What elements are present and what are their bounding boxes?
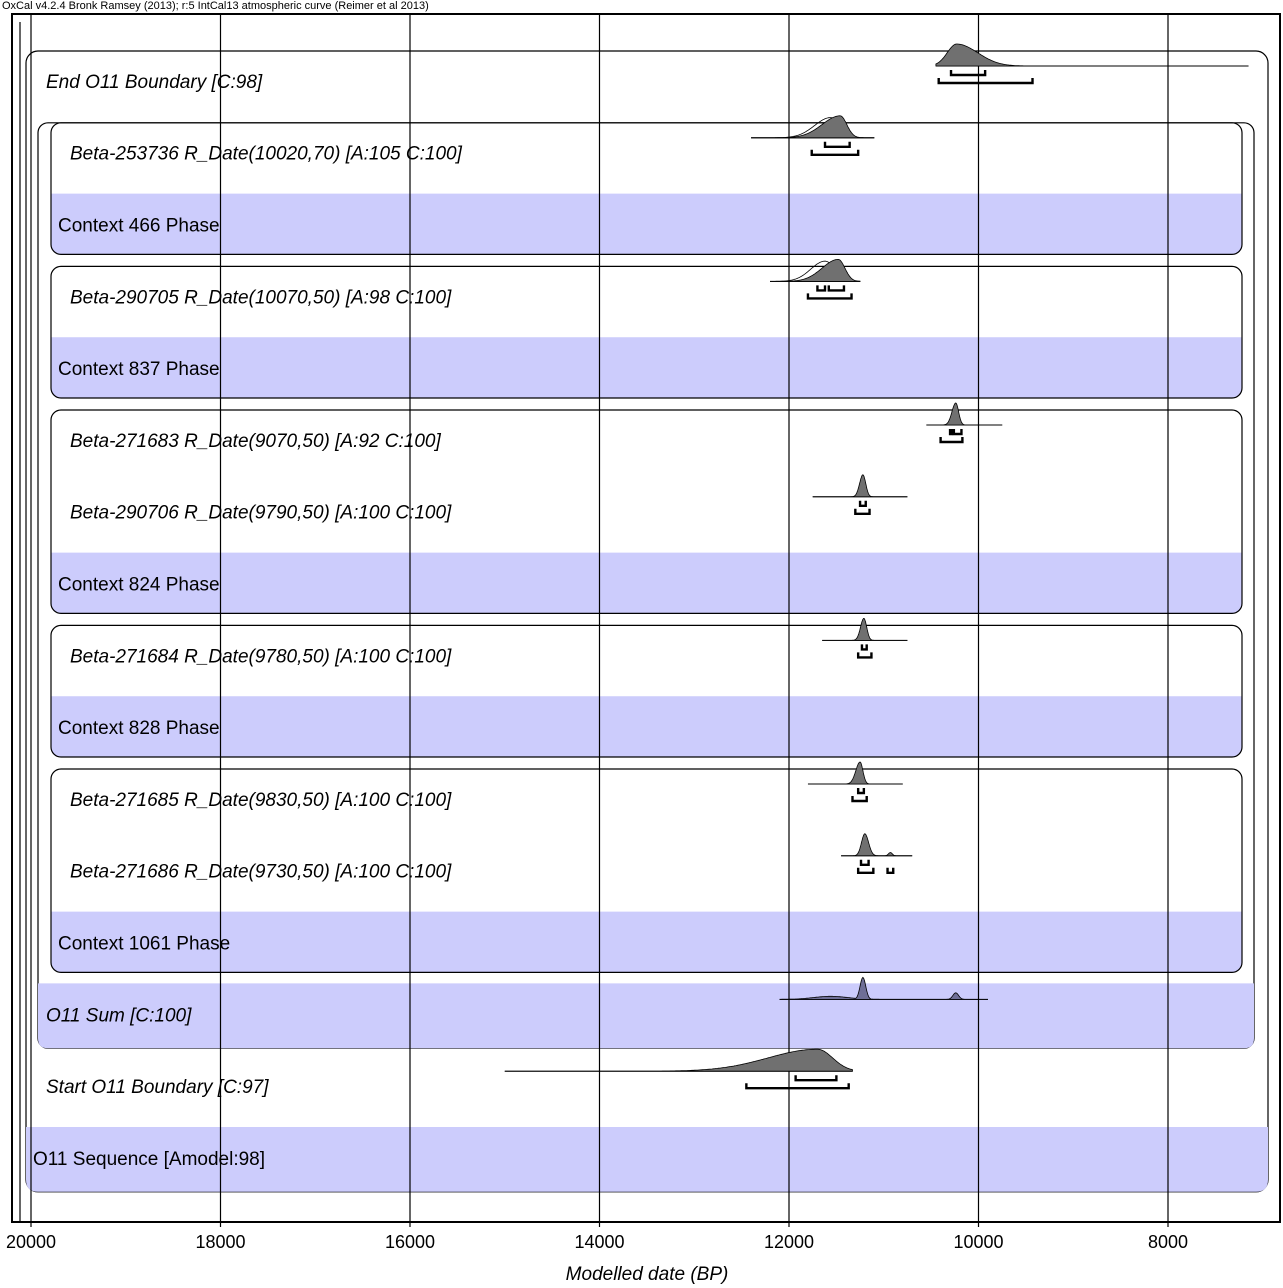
posterior-curve <box>936 44 1249 66</box>
attribution-text: OxCal v4.2.4 Bronk Ramsey (2013); r:5 IntCal13 atmospheric curve (Reimer et al 2013) <box>2 0 429 12</box>
phase-label: Context 824 Phase <box>58 574 220 596</box>
posterior-curve <box>926 403 1002 425</box>
date-label: Beta-271684 R_Date(9780,50) [A:100 C:100] <box>70 646 452 668</box>
date-label: Beta-271686 R_Date(9730,50) [A:100 C:100] <box>70 861 452 883</box>
range-95-bracket <box>858 868 873 873</box>
boundary-label: End O11 Boundary [C:98] <box>46 71 263 93</box>
x-tick-label: 14000 <box>574 1232 625 1252</box>
phase-band <box>51 553 1242 614</box>
range-68-bracket <box>825 142 850 147</box>
range-68-bracket <box>862 644 867 649</box>
posterior-curve <box>813 475 908 497</box>
range-95-bracket <box>888 868 894 873</box>
phase-label: Context 1061 Phase <box>58 933 231 955</box>
x-tick-label: 12000 <box>763 1232 815 1252</box>
range-95-bracket <box>852 796 866 801</box>
date-label: Beta-290705 R_Date(10070,50) [A:98 C:100] <box>70 287 452 309</box>
range-68-bracket <box>951 70 985 75</box>
range-95-bracket <box>858 652 871 657</box>
posterior-curve <box>841 834 912 856</box>
phase-label: Context 828 Phase <box>58 718 220 740</box>
range-68-bracket <box>950 429 952 434</box>
range-95-bracket <box>855 509 869 514</box>
range-68-bracket <box>796 1075 837 1080</box>
phase-band <box>51 194 1242 255</box>
range-95-bracket <box>808 293 852 298</box>
phase-label: Context 837 Phase <box>58 359 220 381</box>
range-68-bracket <box>861 860 869 865</box>
phase-band <box>51 696 1242 757</box>
posterior-curve <box>770 259 860 281</box>
range-95-bracket <box>939 78 1033 83</box>
sequence-label: O11 Sequence [Amodel:98] <box>33 1148 266 1170</box>
range-68-bracket <box>858 788 864 793</box>
posterior-curve <box>505 1049 853 1071</box>
range-95-bracket <box>746 1083 848 1088</box>
x-tick-label: 16000 <box>384 1232 436 1252</box>
phase-label: Context 466 Phase <box>58 215 220 237</box>
structure-layer <box>12 14 1280 1222</box>
date-label: Beta-290706 R_Date(9790,50) [A:100 C:100] <box>70 502 452 524</box>
range-95-bracket <box>812 150 858 155</box>
range-95-bracket <box>941 437 963 442</box>
boundary-label: Start O11 Boundary [C:97] <box>46 1077 269 1099</box>
date-label: Beta-271683 R_Date(9070,50) [A:92 C:100] <box>70 430 441 452</box>
x-tick-label: 10000 <box>953 1232 1004 1252</box>
x-axis-title: Modelled date (BP) <box>565 1264 729 1285</box>
range-68-bracket <box>817 285 825 290</box>
range-68-bracket <box>829 285 844 290</box>
posterior-curve <box>808 762 903 784</box>
range-68-bracket <box>954 429 962 434</box>
sum-label: O11 Sum [C:100] <box>46 1005 192 1027</box>
posterior-curve <box>822 618 907 640</box>
x-tick-label: 18000 <box>195 1232 246 1252</box>
date-label: Beta-271685 R_Date(9830,50) [A:100 C:100] <box>70 789 452 811</box>
x-tick-label: 20000 <box>5 1232 57 1252</box>
phase-band <box>51 337 1242 398</box>
date-label: Beta-253736 R_Date(10020,70) [A:105 C:100] <box>70 143 462 165</box>
x-tick-label: 8000 <box>1147 1232 1189 1252</box>
range-68-bracket <box>860 501 866 506</box>
